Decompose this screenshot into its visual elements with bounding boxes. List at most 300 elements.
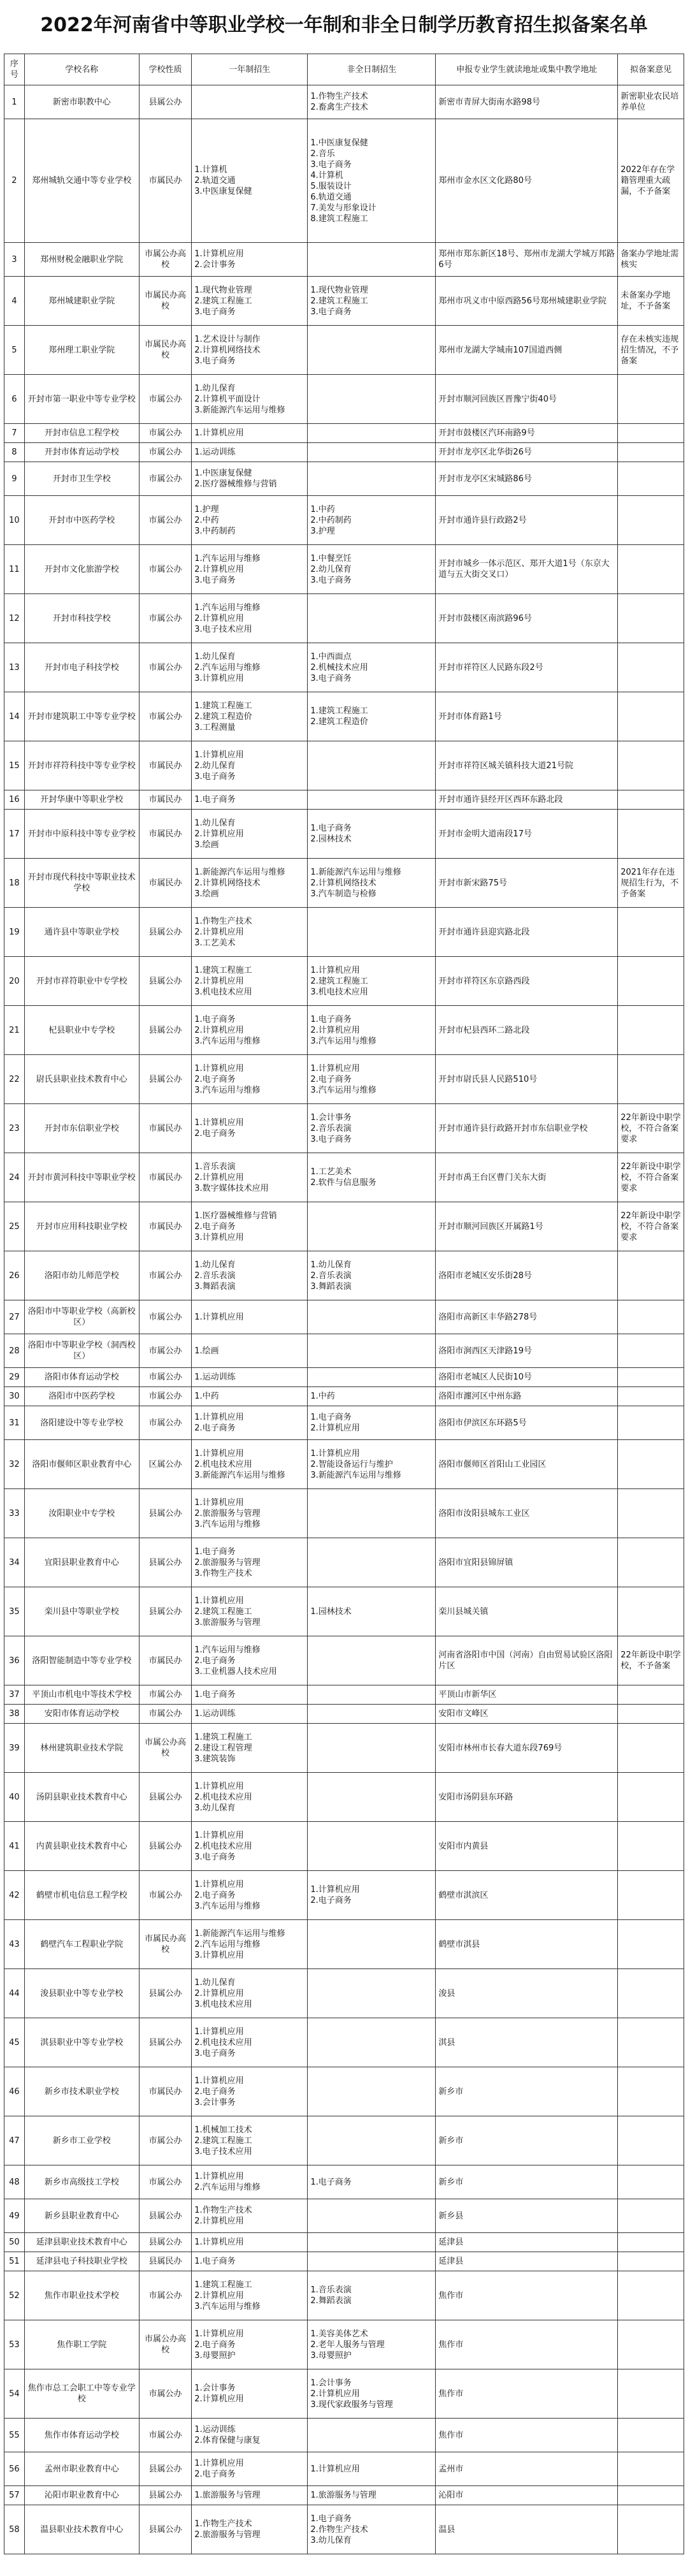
cell-one-year-item: 2.电子商务 (194, 1074, 236, 1084)
cell-no: 42 (4, 1871, 25, 1920)
cell-filing-opinion (618, 2419, 684, 2452)
cell-school-name: 开封市中医药学校 (24, 496, 139, 545)
cell-school-nature: 县属公办 (139, 1006, 192, 1055)
table-row (4, 1871, 684, 1920)
cell-one-year-item: 1.运动训练 (194, 1709, 236, 1719)
cell-no: 6 (4, 375, 25, 424)
cell-one-year (192, 1006, 308, 1055)
cell-one-year (192, 1636, 308, 1685)
cell-school-name: 开封市科技学校 (24, 594, 139, 643)
cell-one-year-item: 2.电子商务 (194, 2470, 236, 2479)
cell-one-year-item: 1.幼儿保育 (194, 1977, 236, 1988)
cell-address: 开封市通许县行政路开封市东信职业学校 (436, 1104, 618, 1153)
cell-filing-opinion (618, 1006, 684, 1055)
header-school-nature: 学校性质 (139, 54, 192, 85)
cell-no: 43 (4, 1920, 25, 1969)
table-row (4, 1538, 684, 1587)
cell-address: 洛阳市偃师区首阳山工业园区 (436, 1440, 618, 1489)
cell-school-nature: 市属公办 (139, 2419, 192, 2452)
cell-address: 开封市体育路1号 (436, 692, 618, 741)
cell-part-time-item: 3.电子商务 (310, 1134, 352, 1144)
cell-one-year-item: 3.机电技术应用 (194, 987, 252, 997)
cell-one-year-item: 3.电子商务 (194, 2048, 236, 2058)
cell-one-year-item: 2.建设工程管理 (194, 1743, 252, 1753)
cell-one-year-item: 1.建筑工程施工 (194, 1732, 252, 1742)
cell-school-nature: 市属民办高校 (139, 277, 192, 326)
cell-school-nature: 市属民办 (139, 2067, 192, 2116)
cell-part-time (308, 2233, 436, 2252)
cell-address: 栾川县城关镇 (436, 1587, 618, 1636)
cell-part-time (308, 594, 436, 643)
cell-part-time (308, 462, 436, 496)
cell-school-nature: 市属公办高校 (139, 2320, 192, 2369)
cell-school-name: 开封市应用科技职业学校 (24, 1202, 139, 1251)
cell-school-nature: 市属民办 (139, 1636, 192, 1685)
cell-one-year-item: 1.计算机应用 (194, 2459, 244, 2468)
cell-no: 36 (4, 1636, 25, 1685)
cell-one-year-item: 1.中药 (194, 1392, 219, 1401)
cell-one-year-item: 1.新能源汽车运用与维修 (194, 867, 285, 877)
cell-school-name: 郑州理工职业学院 (24, 326, 139, 375)
cell-one-year-item: 1.作物生产技术 (194, 2519, 252, 2529)
table-row (4, 2252, 684, 2271)
cell-one-year-item: 1.计算机应用 (194, 1830, 244, 1840)
cell-part-time-item: 2.智能设备运行与维护 (310, 1459, 393, 1469)
table-row (4, 594, 684, 643)
cell-one-year (192, 1920, 308, 1969)
cell-no: 56 (4, 2452, 25, 2486)
cell-one-year-item: 1.音乐表演 (194, 1161, 236, 1172)
cell-filing-opinion (618, 908, 684, 957)
cell-one-year-item: 3.机电技术应用 (194, 1999, 252, 2009)
cell-one-year-item: 1.运动训练 (194, 1372, 236, 1382)
cell-one-year-item: 2.轨道交通 (194, 176, 236, 186)
cell-school-nature: 市属公办高校 (139, 243, 192, 277)
cell-address: 新乡县 (436, 2199, 618, 2233)
cell-part-time-item: 2.计算机应用 (310, 1423, 360, 1433)
cell-school-nature: 市属民办 (139, 1104, 192, 1153)
header-filing-opinion: 拟备案意见 (618, 54, 684, 85)
cell-one-year-item: 1.艺术设计与制作 (194, 334, 261, 344)
cell-part-time (308, 2252, 436, 2271)
cell-one-year (192, 1406, 308, 1440)
cell-school-nature: 市属公办 (139, 496, 192, 545)
cell-school-name: 洛阳建设中等专业学校 (24, 1406, 139, 1440)
cell-school-nature: 市属公办 (139, 1406, 192, 1440)
cell-school-name: 新乡市技术职业学校 (24, 2067, 139, 2116)
cell-no: 26 (4, 1251, 25, 1300)
cell-part-time (308, 2067, 436, 2116)
header-no: 序号 (4, 54, 25, 85)
cell-address: 河南省洛阳市中国（河南）自由贸易试验区洛阳片区 (436, 1636, 618, 1685)
cell-filing-opinion (618, 375, 684, 424)
cell-one-year (192, 1300, 308, 1334)
cell-one-year-item: 2.机电技术应用 (194, 1792, 252, 1802)
cell-school-name: 浚县职业中等专业学校 (24, 1969, 139, 2018)
cell-one-year-item: 3.汽车运用与维修 (194, 2301, 261, 2311)
cell-one-year-item: 3.电子商务 (194, 771, 236, 782)
cell-no: 32 (4, 1440, 25, 1489)
cell-filing-opinion (618, 2369, 684, 2419)
cell-part-time (308, 1705, 436, 1724)
cell-part-time-item: 1.电子商务 (310, 2514, 352, 2524)
cell-no: 53 (4, 2320, 25, 2369)
cell-one-year-item: 1.护理 (194, 504, 219, 514)
cell-part-time-item: 3.舞蹈表演 (310, 1281, 352, 1292)
cell-part-time-item: 1.电子商务 (310, 1014, 352, 1024)
cell-school-nature: 市属民办 (139, 790, 192, 810)
cell-part-time-item: 3.汽车运用与维修 (310, 1085, 376, 1095)
cell-one-year-item: 1.计算机应用 (194, 1413, 244, 1422)
table-row (4, 462, 684, 496)
cell-address: 郑州市金水区文化路80号 (436, 119, 618, 243)
cell-one-year-item: 3.电子技术应用 (194, 2146, 252, 2157)
cell-no: 4 (4, 277, 25, 326)
cell-filing-opinion: 22年新设中职学校，不符合备案要求 (618, 1153, 684, 1202)
table-row (4, 1153, 684, 1202)
cell-school-nature: 市属公办 (139, 1871, 192, 1920)
cell-school-nature: 市属民办 (139, 859, 192, 908)
cell-school-name: 开封市祥符科技中等专业学校 (24, 741, 139, 790)
cell-school-name: 洛阳市中等职业学校（洞西校区） (24, 1334, 139, 1368)
cell-school-name: 开封市第一职业中等专业学校 (24, 375, 139, 424)
cell-one-year-item: 3.新能源汽车运用与维修 (194, 405, 285, 415)
cell-school-name: 通许县中等职业学校 (24, 908, 139, 957)
cell-one-year-item: 2.电子商务 (194, 2086, 236, 2097)
cell-one-year (192, 2369, 308, 2419)
cell-one-year (192, 2199, 308, 2233)
cell-part-time (308, 810, 436, 859)
cell-school-name: 开封华康中等职业学校 (24, 790, 139, 810)
cell-no: 29 (4, 1368, 25, 1387)
cell-school-name: 洛阳市体育运动学校 (24, 1368, 139, 1387)
cell-one-year-item: 1.汽车运用与维修 (194, 553, 261, 564)
header-one-year-enrollment: 一年制招生 (192, 54, 308, 85)
cell-one-year-item: 3.电子商务 (194, 1852, 236, 1862)
cell-part-time (308, 326, 436, 375)
cell-one-year (192, 1104, 308, 1153)
cell-school-nature: 县属民办 (139, 2252, 192, 2271)
cell-one-year-item: 1.计算机应用 (194, 2329, 244, 2339)
cell-one-year (192, 119, 308, 243)
table-row (4, 424, 684, 443)
cell-one-year-item: 2.计算机应用 (194, 2394, 244, 2404)
cell-one-year-item: 2.中药 (194, 515, 219, 525)
cell-part-time-item: 2.中药制药 (310, 515, 352, 525)
cell-school-name: 洛阳市偃师区职业教育中心 (24, 1440, 139, 1489)
cell-school-nature: 市属公办 (139, 643, 192, 692)
cell-filing-opinion: 新密职业农民培养单位 (618, 85, 684, 119)
cell-filing-opinion: 备案办学地址需核实 (618, 243, 684, 277)
cell-part-time (308, 957, 436, 1006)
cell-part-time-item: 2.音乐 (310, 149, 335, 159)
cell-part-time-item: 6.轨道交通 (310, 192, 352, 202)
cell-part-time (308, 424, 436, 443)
cell-part-time-item: 3.机电技术应用 (310, 987, 368, 997)
cell-address: 开封市龙亭区北华街26号 (436, 443, 618, 462)
cell-one-year-item: 2.计算机应用 (194, 1172, 244, 1182)
cell-no: 10 (4, 496, 25, 545)
cell-school-nature: 市属民办高校 (139, 326, 192, 375)
cell-school-name: 开封市文化旅游学校 (24, 545, 139, 594)
table-row (4, 1334, 684, 1368)
cell-part-time-item: 1.建筑工程施工 (310, 706, 368, 716)
cell-address: 安阳市文峰区 (436, 1705, 618, 1724)
cell-no: 16 (4, 790, 25, 810)
cell-one-year (192, 692, 308, 741)
cell-address: 沁阳市 (436, 2486, 618, 2505)
cell-one-year-item: 2.计算机应用 (194, 1025, 244, 1035)
table-row (4, 1705, 684, 1724)
cell-no: 25 (4, 1202, 25, 1251)
cell-one-year-item: 2.建筑工程施工 (194, 296, 252, 306)
cell-one-year-item: 1.机械加工技术 (194, 2125, 252, 2135)
cell-school-name: 洛阳市幼儿师范学校 (24, 1251, 139, 1300)
cell-filing-opinion (618, 1334, 684, 1368)
cell-filing-opinion (618, 1773, 684, 1822)
cell-one-year (192, 1202, 308, 1251)
cell-part-time-item: 1.电子商务 (310, 1413, 352, 1422)
cell-one-year-item: 3.旅游服务与管理 (194, 1617, 261, 1627)
cell-school-name: 汝阳职业中专学校 (24, 1489, 139, 1538)
cell-one-year-item: 2.机电技术应用 (194, 1459, 252, 1469)
cell-school-name: 新乡市高级技工学校 (24, 2165, 139, 2199)
cell-one-year-item: 1.作物生产技术 (194, 916, 252, 926)
cell-part-time-item: 3.电子商务 (310, 673, 352, 683)
cell-part-time-item: 1.中西面点 (310, 651, 352, 662)
cell-address: 孟州市 (436, 2452, 618, 2486)
cell-one-year-item: 2.电子商务 (194, 1890, 236, 1900)
cell-one-year-item: 1.计算机应用 (194, 1781, 244, 1791)
cell-school-nature: 县属公办 (139, 2233, 192, 2252)
cell-school-nature: 市属民办 (139, 810, 192, 859)
cell-school-name: 焦作市总工会职工中等专业学校 (24, 2369, 139, 2419)
cell-school-nature: 市属公办 (139, 1685, 192, 1705)
cell-one-year-item: 2.机电技术应用 (194, 1841, 252, 1851)
cell-one-year-item: 1.计算机应用 (194, 1879, 244, 1889)
cell-school-name: 鹤壁汽车工程职业学院 (24, 1920, 139, 1969)
cell-part-time-item: 2.计算机应用 (310, 1025, 360, 1035)
table-row (4, 1822, 684, 1871)
cell-one-year-item: 3.舞蹈表演 (194, 1281, 236, 1292)
cell-filing-opinion (618, 1489, 684, 1538)
cell-one-year-item: 2.电子商务 (194, 1129, 236, 1139)
cell-one-year-item: 3.计算机应用 (194, 1950, 244, 1960)
cell-address: 焦作市 (436, 2320, 618, 2369)
cell-no: 48 (4, 2165, 25, 2199)
cell-part-time (308, 1104, 436, 1153)
cell-part-time (308, 1489, 436, 1538)
cell-one-year-item: 3.汽车运用与维修 (194, 1085, 261, 1095)
cell-address: 开封市金明大道南段17号 (436, 810, 618, 859)
cell-one-year-item: 3.中医康复保健 (194, 187, 252, 196)
cell-filing-opinion (618, 462, 684, 496)
cell-address: 开封市祥符区城关镇科技大道21号院 (436, 741, 618, 790)
cell-school-nature: 市属公办 (139, 2116, 192, 2165)
cell-address: 开封市城乡一体示范区、郑开大道1号（东京大道与五大街交叉口） (436, 545, 618, 594)
cell-school-nature: 市属公办 (139, 594, 192, 643)
cell-address: 新乡市 (436, 2116, 618, 2165)
cell-filing-opinion (618, 810, 684, 859)
cell-one-year-item: 2.旅游服务与管理 (194, 1508, 261, 1518)
cell-school-name: 延津县电子科技职业学校 (24, 2252, 139, 2271)
cell-one-year-item: 1.计算机应用 (194, 1448, 244, 1459)
cell-part-time-item: 2.电子商务 (310, 1074, 352, 1084)
cell-address: 开封市尉氏县人民路510号 (436, 1055, 618, 1104)
cell-no: 12 (4, 594, 25, 643)
cell-filing-opinion (618, 1251, 684, 1300)
cell-no: 8 (4, 443, 25, 462)
cell-filing-opinion (618, 741, 684, 790)
cell-filing-opinion: 存在未核实违规招生情况，不予备案 (618, 326, 684, 375)
cell-one-year-item: 1.建筑工程施工 (194, 701, 252, 711)
cell-one-year-item: 2.计算机应用 (194, 927, 244, 937)
cell-school-nature: 市属公办 (139, 692, 192, 741)
cell-one-year-item: 1.电子商务 (194, 2257, 236, 2266)
cell-no: 50 (4, 2233, 25, 2252)
cell-one-year (192, 1705, 308, 1724)
cell-no: 37 (4, 1685, 25, 1705)
cell-filing-opinion (618, 1822, 684, 1871)
cell-part-time (308, 1538, 436, 1587)
cell-one-year (192, 326, 308, 375)
cell-part-time-item: 1.电子商务 (310, 824, 352, 833)
cell-filing-opinion (618, 957, 684, 1006)
header-part-time-enrollment: 非全日制招生 (308, 54, 436, 85)
cell-one-year-item: 1.会计事务 (194, 2383, 236, 2393)
cell-school-nature: 县属公办 (139, 957, 192, 1006)
cell-school-nature: 县属公办 (139, 1489, 192, 1538)
cell-address: 新密市青屏大街南水路98号 (436, 85, 618, 119)
table-row (4, 326, 684, 375)
cell-one-year (192, 2018, 308, 2067)
cell-one-year-item: 2.汽车运用与维修 (194, 2183, 261, 2192)
table-row (4, 496, 684, 545)
cell-one-year-item: 1.电子商务 (194, 795, 236, 804)
cell-one-year (192, 2116, 308, 2165)
cell-no: 3 (4, 243, 25, 277)
cell-school-name: 延津县职业技术教育中心 (24, 2233, 139, 2252)
cell-part-time (308, 1055, 436, 1104)
cell-one-year-item: 2.汽车运用与维修 (194, 662, 261, 673)
cell-part-time-item: 1.中医康复保健 (310, 138, 368, 148)
table-row (4, 2452, 684, 2486)
cell-part-time (308, 2271, 436, 2320)
cell-part-time-item: 1.中药 (310, 1392, 335, 1401)
cell-part-time-item: 1.中餐烹饪 (310, 553, 352, 564)
cell-school-name: 杞县职业中专学校 (24, 1006, 139, 1055)
cell-no: 35 (4, 1587, 25, 1636)
cell-no: 51 (4, 2252, 25, 2271)
cell-school-name: 汤阴县职业技术教育中心 (24, 1773, 139, 1822)
cell-no: 54 (4, 2369, 25, 2419)
cell-part-time-item: 1.电子商务 (310, 2177, 352, 2187)
header-school-name: 学校名称 (24, 54, 139, 85)
cell-one-year (192, 375, 308, 424)
table-row (4, 810, 684, 859)
cell-no: 41 (4, 1822, 25, 1871)
table-row (4, 1489, 684, 1538)
cell-part-time-item: 2.舞蹈表演 (310, 2296, 352, 2306)
cell-one-year-item: 3.中药制药 (194, 526, 236, 536)
cell-filing-opinion: 2022年存在学籍管理重大疏漏，不予备案 (618, 119, 684, 243)
cell-one-year-item: 1.幼儿保育 (194, 383, 236, 393)
cell-one-year (192, 1251, 308, 1300)
cell-one-year (192, 1334, 308, 1368)
cell-one-year-item: 3.新能源汽车运用与维修 (194, 1470, 285, 1480)
table-row (4, 1055, 684, 1104)
cell-part-time-item: 4.计算机 (310, 170, 343, 180)
cell-one-year (192, 2165, 308, 2199)
cell-one-year-item: 3.绘画 (194, 840, 219, 850)
table-row (4, 1724, 684, 1773)
cell-one-year-item: 2.建筑工程造价 (194, 711, 252, 722)
cell-one-year-item: 2.建筑工程施工 (194, 1606, 252, 1617)
cell-school-nature: 县属公办 (139, 1773, 192, 1822)
cell-part-time (308, 1406, 436, 1440)
cell-school-nature: 县属公办 (139, 1538, 192, 1587)
cell-address: 开封市祥符区东京路西段 (436, 957, 618, 1006)
cell-no: 19 (4, 908, 25, 957)
table-row (4, 2505, 684, 2554)
cell-one-year-item: 2.幼儿保育 (194, 760, 236, 771)
cell-filing-opinion (618, 2452, 684, 2486)
cell-no: 17 (4, 810, 25, 859)
cell-filing-opinion (618, 424, 684, 443)
cell-one-year-item: 1.计算机应用 (194, 2172, 244, 2181)
cell-one-year-item: 3.汽车运用与维修 (194, 1901, 261, 1911)
cell-one-year (192, 243, 308, 277)
cell-part-time (308, 1871, 436, 1920)
cell-one-year-item: 1.建筑工程施工 (194, 965, 252, 975)
table-body (4, 85, 684, 2554)
cell-one-year-item: 1.建筑工程施工 (194, 2280, 252, 2290)
cell-school-name: 开封市中原科技中等专业学校 (24, 810, 139, 859)
cell-part-time-item: 3.汽车制造与检修 (310, 889, 376, 899)
cell-address: 开封市顺河回族区晋豫宁街40号 (436, 375, 618, 424)
cell-one-year (192, 496, 308, 545)
cell-one-year-item: 2.计算机应用 (194, 2216, 244, 2226)
cell-school-nature: 县属公办 (139, 85, 192, 119)
cell-filing-opinion (618, 2252, 684, 2271)
document-title: 2022年河南省中等职业学校一年制和非全日制学历教育招生拟备案名单 (40, 14, 648, 36)
cell-school-nature: 市属公办 (139, 462, 192, 496)
table-row (4, 277, 684, 326)
cell-one-year (192, 2067, 308, 2116)
cell-one-year-item: 2.旅游服务与管理 (194, 1557, 261, 1568)
cell-part-time (308, 1153, 436, 1202)
cell-one-year-item: 1.电子商务 (194, 1014, 236, 1024)
cell-filing-opinion: 未备案办学地址，不予备案 (618, 277, 684, 326)
cell-one-year (192, 1489, 308, 1538)
cell-no: 31 (4, 1406, 25, 1440)
cell-one-year-item: 2.计算机网络技术 (194, 878, 261, 888)
cell-one-year (192, 277, 308, 326)
table-row (4, 2233, 684, 2252)
cell-one-year-item: 1.幼儿保育 (194, 651, 236, 662)
cell-part-time-item: 3.电子商务 (310, 159, 352, 170)
cell-no: 30 (4, 1387, 25, 1406)
cell-part-time-item: 2.园林技术 (310, 834, 352, 844)
header-address: 申报专业学生就读地址或集中教学地址 (436, 54, 618, 85)
cell-one-year (192, 2233, 308, 2252)
cell-filing-opinion (618, 594, 684, 643)
cell-one-year-item: 1.计算机应用 (194, 1063, 244, 1073)
cell-one-year (192, 443, 308, 462)
cell-part-time-item: 1.作物生产技术 (310, 92, 368, 101)
cell-no: 18 (4, 859, 25, 908)
cell-no: 5 (4, 326, 25, 375)
